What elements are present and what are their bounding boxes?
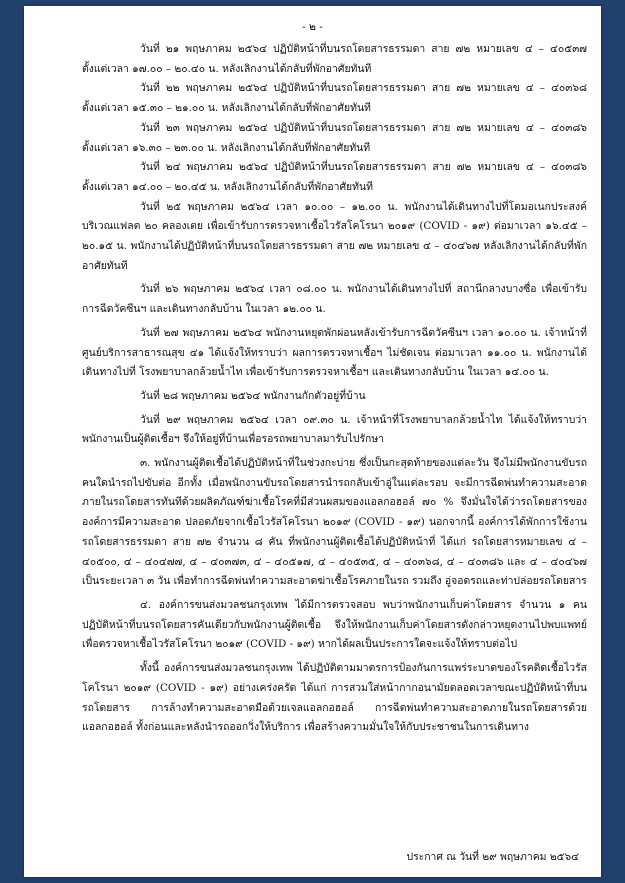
document-body <box>82 40 587 738</box>
paragraph-item-3: ๓. พนักงานผู้ติดเชื้อได้ปฏิบัติหน้าที่ในช่วงกะบ่าย ซึ่งเป็นกะสุดท้ายของแต่ละวัน จึงไม่มีพนักงานขับรถคนใดนำรถไปขับต่อ อีกทั้ง เมื่อพนักงานขับรถโดยสารนำรถกลับเข้าอู่ในแต่ละรอบ จะมีการฉีดพ่นทำความสะอาดภายในรถโดยสารทันทีด้วยผลิตภัณฑ์ฆ่าเชื้อโรคที่มีส่วนผสมของแอลกอฮอล์ ๗๐ % จึงมั่นใจได้ว่ารถโดยสารขององค์การมีความสะอาด ปลอดภัยจากเชื้อไวรัสโคโรนา ๒๐๑๙ (COVID - ๑๙) นอกจากนี้ องค์การได้พักการใช้งานรถโดยสารธรรมดา สาย ๗๒ จำนวน ๘ คัน ที่พนักงานผู้ติดเชื้อได้ปฏิบัติหน้าที่ ได้แก่ รถโดยสารหมายเลข ๔ – ๔๐๕๐๐, ๔ – ๔๐๔๗๗, ๔ – ๔๐๓๗๓, ๔ – ๔๐๕๑๗, ๔ – ๔๐๕๓๕, ๔ – ๔๐๓๖๘, ๔ – ๔๐๓๘๖ และ ๔ – ๔๐๔๖๗ เป็นระยะเวลา ๓ วัน เพื่อทำการฉีดพ่นทำความสะอาดฆ่าเชื้อโรคภายในรถ รวมถึง อู่จอดรถและท่าปล่อยรถโดยสาร <box>82 457 587 588</box>
paragraph-may-25: วันที่ ๒๕ พฤษภาคม ๒๕๖๔ เวลา ๑๐.๐๐ – ๑๒.๐๐ น. พนักงานได้เดินทางไปที่โดมอเนกประสงค์บริเวณแฟลต ๒๐ คลองเตย เพื่อเข้ารับการตรวจหาเชื้อไวรัสโคโรนา ๒๐๑๙ (COVID - ๑๙) ต่อมาเวลา ๑๖.๔๕ – ๒๐.๑๕ น. พนักงานได้ปฏิบัติหน้าที่บนรถโดยสารธรรมดา สาย ๗๒ หมายเลข ๔ – ๔๐๔๖๗ หลังเลิกงานได้กลับที่พักอาศัยทันที <box>82 200 587 272</box>
paragraph-may-27: วันที่ ๒๗ พฤษภาคม ๒๕๖๔ พนักงานหยุดพักผ่อนหลังเข้ารับการฉีดวัคซีนฯ เวลา ๑๐.๐๐ น. เจ้าหน้าที่ศูนย์บริการสาธารณสุข ๔๑ ได้แจ้งให้ทราบว่า ผลการตรวจหาเชื้อฯ ไม่ชัดเจน ต่อมาเวลา ๑๑.๐๐ น. พนักงานได้เดินทางไปที่ โรงพยาบาลกล้วยน้ำไท เพื่อเข้ารับการตรวจหาเชื้อฯ และเดินทางกลับบ้าน ในเวลา ๑๔.๐๐ น. <box>82 326 587 379</box>
paragraph-may-29: วันที่ ๒๙ พฤษภาคม ๒๕๖๔ เวลา ๐๙.๓๐ น. เจ้าหน้าที่โรงพยาบาลกล้วยน้ำไท ได้แจ้งให้ทราบว่า พนักงานเป็นผู้ติดเชื้อฯ จึงให้อยู่ที่บ้านเพื่อรอรถพยาบาลมารับไปรักษา <box>82 413 587 446</box>
document-page <box>24 6 601 877</box>
page-number: - ๒ - <box>302 21 323 33</box>
paragraph-may-23: วันที่ ๒๓ พฤษภาคม ๒๕๖๔ ปฏิบัติหน้าที่บนรถโดยสารธรรมดา สาย ๗๒ หมายเลข ๔ – ๔๐๓๘๖ ตั้งแต่เวลา ๑๖.๓๐ – ๒๓.๐๐ น. หลังเลิกงานได้กลับที่พักอาศัยทันที <box>82 121 587 154</box>
paragraph-may-24: วันที่ ๒๔ พฤษภาคม ๒๕๖๔ ปฏิบัติหน้าที่บนรถโดยสารธรรมดา สาย ๗๒ หมายเลข ๔ – ๔๐๓๘๖ ตั้งแต่เวลา ๑๔.๐๐ – ๒๐.๔๕ น. หลังเลิกงานได้กลับที่พักอาศัยทันที <box>82 161 587 193</box>
announcement-date: ประกาศ ณ วันที่ ๒๙ พฤษภาคม ๒๕๖๔ <box>406 851 579 863</box>
paragraph-may-28: วันที่ ๒๘ พฤษภาคม ๒๕๖๔ พนักงานกักตัวอยู่ที่บ้าน <box>140 389 366 402</box>
paragraph-may-22: วันที่ ๒๒ พฤษภาคม ๒๕๖๔ ปฏิบัติหน้าที่บนรถโดยสารธรรมดา สาย ๗๒ หมายเลข ๔ – ๔๐๓๖๘ ตั้งแต่เวลา ๑๕.๓๐ – ๒๑.๐๐ น. หลังเลิกงานได้กลับที่พักอาศัยทันที <box>82 82 587 115</box>
paragraph-may-26: วันที่ ๒๖ พฤษภาคม ๒๕๖๔ เวลา ๐๘.๐๐ น. พนักงานได้เดินทางไปที่ สถานีกลางบางซื่อ เพื่อเข้ารับการฉีดวัคซีนฯ และเดินทางกลับบ้าน ในเวลา ๑๒.๐๐ น. <box>82 283 587 316</box>
paragraph-conclusion: ทั้งนี้ องค์การขนส่งมวลชนกรุงเทพ ได้ปฏิบัติตามมาตรการป้องกันการแพร่ระบาดของโรคติดเชื้อไวรัสโคโรนา ๒๐๑๙ (COVID - ๑๙) อย่างเคร่งครัด ได้แก่ การสวมใส่หน้ากากอนามัยตลอดเวลาขณะปฏิบัติหน้าที่บนรถโดยสาร การล้างทำความสะอาดมือด้วยเจลแอลกอฮอล์ การฉีดพ่นทำความสะอาดภายในรถโดยสารด้วยแอลกอฮอล์ ทั้งก่อนและหลังนำรถออกวิ่งให้บริการ เพื่อสร้างความมั่นใจให้กับประชาชนในการเดินทาง <box>82 662 587 734</box>
paragraph-may-21: วันที่ ๒๑ พฤษภาคม ๒๕๖๔ ปฏิบัติหน้าที่บนรถโดยสารธรรมดา สาย ๗๒ หมายเลข ๔ – ๔๐๕๓๗ ตั้งแต่เวลา ๑๗.๐๐ – ๒๐.๔๐ น. หลังเลิกงานได้กลับที่พักอาศัยทันที <box>82 43 587 75</box>
paragraph-item-4: ๔. องค์การขนส่งมวลชนกรุงเทพ ได้มีการตรวจสอบ พบว่าพนักงานเก็บค่าโดยสาร จำนวน ๑ คน ปฏิบัติหน้าที่บนรถโดยสารคันเดียวกับพนักงานผู้ติดเชื้อ จึงให้พนักงานเก็บค่าโดยสารดังกล่าวหยุดงานไปพบแพทย์ เพื่อตรวจหาเชื้อไวรัสโคโรนา ๒๐๑๙ (COVID - ๑๙) หากได้ผลเป็นประการใดจะแจ้งให้ทราบต่อไป <box>82 598 587 651</box>
